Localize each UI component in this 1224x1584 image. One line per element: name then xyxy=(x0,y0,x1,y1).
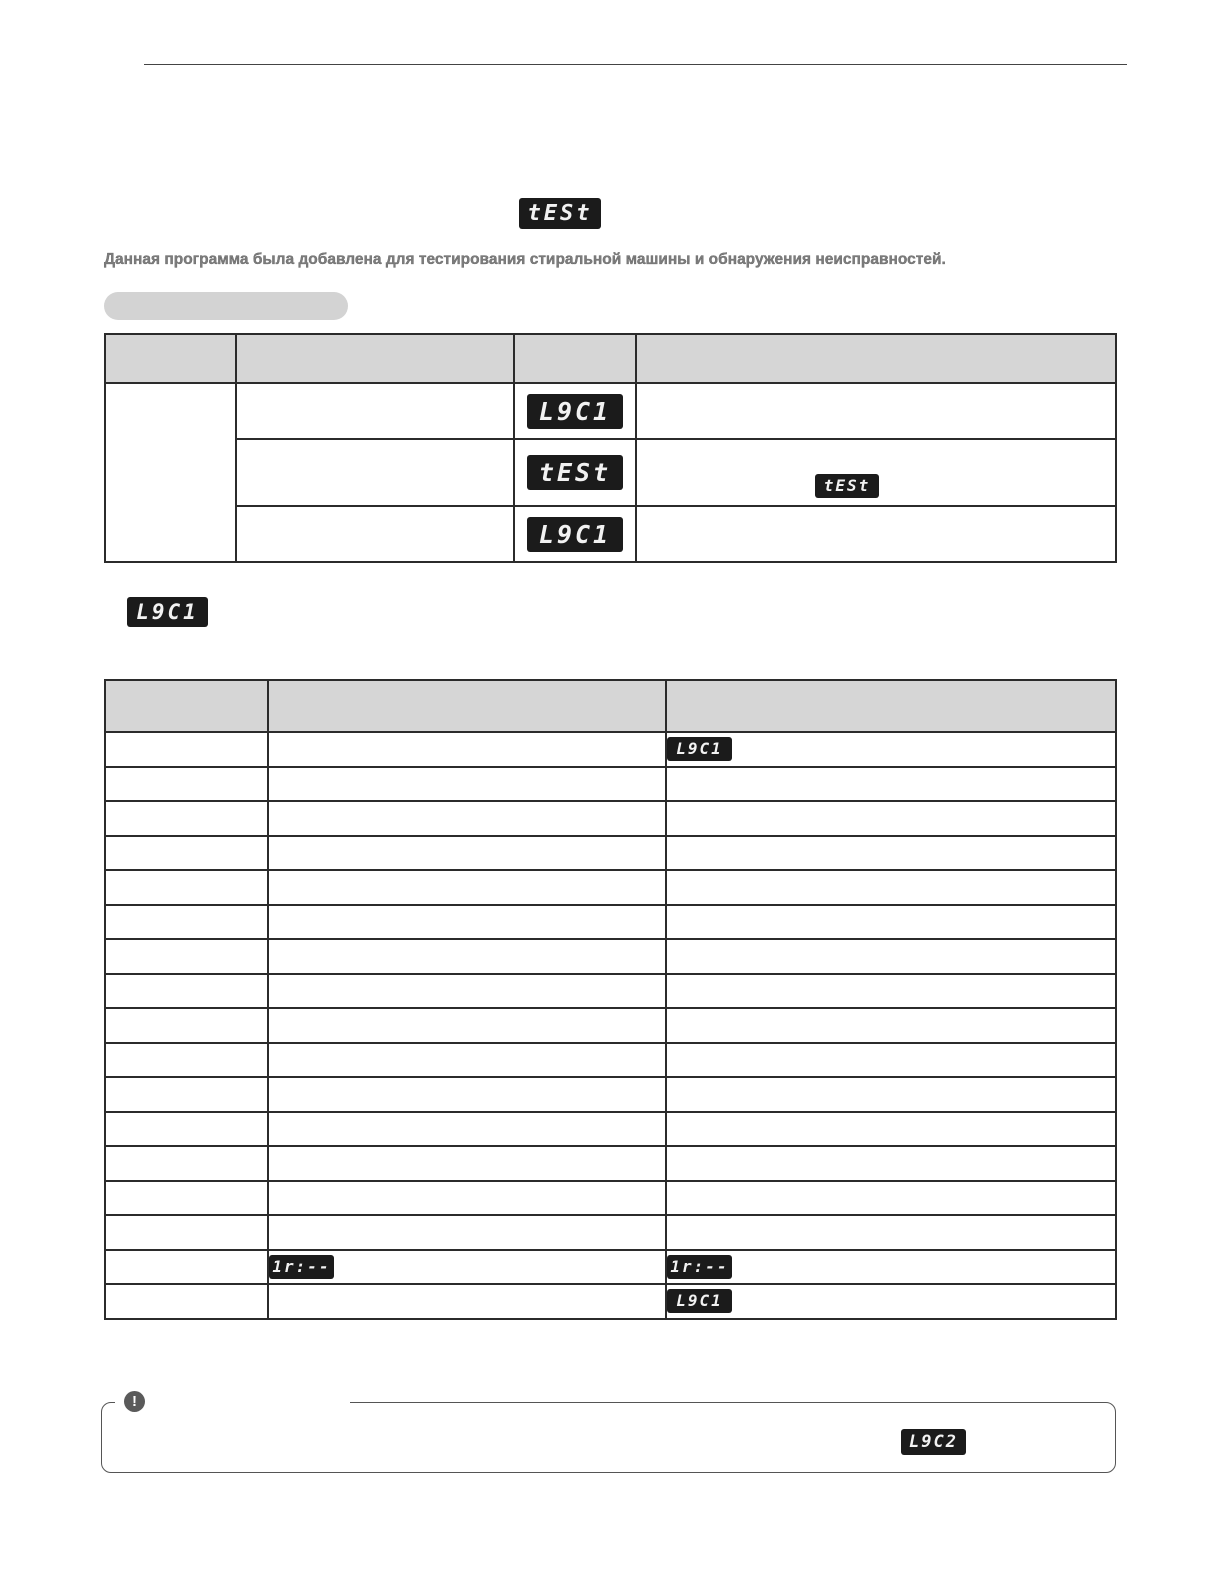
table-row xyxy=(105,1008,1116,1043)
table-cell xyxy=(666,1181,1116,1216)
table-cell xyxy=(268,1008,666,1043)
table-cell xyxy=(268,836,666,871)
table-cell xyxy=(268,905,666,940)
exclamation-icon: ! xyxy=(124,1391,145,1412)
table-cell xyxy=(666,1250,1116,1285)
table-row xyxy=(105,767,1116,802)
table-cell xyxy=(268,974,666,1009)
table-cell xyxy=(105,767,268,802)
table-cell xyxy=(105,1181,268,1216)
note-lcd-display: L9C2 xyxy=(901,1429,966,1455)
table-row xyxy=(105,1181,1116,1216)
header-cell xyxy=(514,334,636,383)
lcd-display: L9C1 xyxy=(667,1289,732,1313)
table-cell xyxy=(105,1215,268,1250)
table-cell xyxy=(105,1284,268,1319)
table-row xyxy=(105,1146,1116,1181)
table-cell xyxy=(105,383,236,562)
table-row xyxy=(105,383,1116,439)
table-cell xyxy=(666,767,1116,802)
table-cell xyxy=(236,506,514,562)
table-header-row xyxy=(105,334,1116,383)
table-cell xyxy=(514,506,636,562)
header-cell xyxy=(236,334,514,383)
table-cell xyxy=(636,383,1116,439)
section-heading-pill xyxy=(104,292,348,320)
table-cell xyxy=(268,1181,666,1216)
table-cell xyxy=(268,1112,666,1147)
table-cell xyxy=(666,870,1116,905)
table-cell xyxy=(105,1008,268,1043)
header-cell xyxy=(636,334,1116,383)
table-row xyxy=(105,732,1116,767)
table-row xyxy=(105,1284,1116,1319)
test-steps-table xyxy=(104,679,1117,1320)
table-cell xyxy=(268,767,666,802)
table-cell xyxy=(666,1112,1116,1147)
table-cell xyxy=(105,801,268,836)
header-cell xyxy=(105,680,268,732)
table-cell xyxy=(105,732,268,767)
table-cell xyxy=(666,732,1116,767)
table-cell xyxy=(105,939,268,974)
header-cell xyxy=(268,680,666,732)
table-row xyxy=(105,939,1116,974)
header-cell xyxy=(666,680,1116,732)
table-header-row xyxy=(105,680,1116,732)
table-cell xyxy=(105,870,268,905)
table-cell xyxy=(268,1043,666,1078)
test-mode-table xyxy=(104,333,1117,563)
table-cell xyxy=(105,1112,268,1147)
lcd-display: L9C1 xyxy=(527,517,623,552)
table-row xyxy=(105,1215,1116,1250)
table-cell xyxy=(268,801,666,836)
table-cell xyxy=(268,1215,666,1250)
table-cell xyxy=(666,801,1116,836)
table-cell xyxy=(268,1146,666,1181)
table-cell xyxy=(105,974,268,1009)
lcd-display: L9C1 xyxy=(527,394,623,429)
table-cell xyxy=(105,836,268,871)
table-cell xyxy=(666,974,1116,1009)
table-cell xyxy=(236,383,514,439)
lcd-display: 1r:-- xyxy=(667,1255,732,1279)
table-cell xyxy=(105,1077,268,1112)
table-row xyxy=(105,801,1116,836)
table-cell xyxy=(666,1146,1116,1181)
note-heading-gap xyxy=(115,1396,350,1408)
table-cell xyxy=(236,439,514,506)
table-cell xyxy=(268,870,666,905)
lcd-display: 1r:-- xyxy=(269,1255,334,1279)
table-row xyxy=(105,1077,1116,1112)
table-cell xyxy=(636,506,1116,562)
intro-text: Данная программа была добавлена для тестирования стиральной машины и обнаружения неисправностей. xyxy=(104,251,946,268)
table-cell xyxy=(666,939,1116,974)
table-cell xyxy=(514,383,636,439)
table-cell xyxy=(105,1043,268,1078)
table-row xyxy=(105,506,1116,562)
lcd-display-inline: tESt xyxy=(815,474,879,498)
lcd-display: L9C1 xyxy=(667,737,732,761)
table-cell xyxy=(666,1043,1116,1078)
table-row xyxy=(105,870,1116,905)
table-cell xyxy=(666,1215,1116,1250)
table-row xyxy=(105,1043,1116,1078)
table-cell xyxy=(666,836,1116,871)
table-cell xyxy=(268,1077,666,1112)
table-cell xyxy=(514,439,636,506)
table-cell xyxy=(268,939,666,974)
table-cell xyxy=(268,1284,666,1319)
test-mode-display: tESt xyxy=(519,198,601,229)
table-row xyxy=(105,1112,1116,1147)
table-cell xyxy=(666,905,1116,940)
top-rule xyxy=(144,64,1127,65)
table-cell xyxy=(666,1284,1116,1319)
table-row xyxy=(105,439,1116,506)
table-cell xyxy=(666,1077,1116,1112)
table-cell xyxy=(105,905,268,940)
table-cell xyxy=(105,1250,268,1285)
section-display-label: L9C1 xyxy=(127,597,208,627)
table-row xyxy=(105,905,1116,940)
header-cell xyxy=(105,334,236,383)
lcd-display: tESt xyxy=(527,455,623,490)
table-cell xyxy=(268,732,666,767)
table-cell xyxy=(268,1250,666,1285)
table-row xyxy=(105,1250,1116,1285)
table-cell xyxy=(105,1146,268,1181)
table-cell xyxy=(666,1008,1116,1043)
table-row xyxy=(105,974,1116,1009)
table-row xyxy=(105,836,1116,871)
table-cell xyxy=(636,439,1116,506)
